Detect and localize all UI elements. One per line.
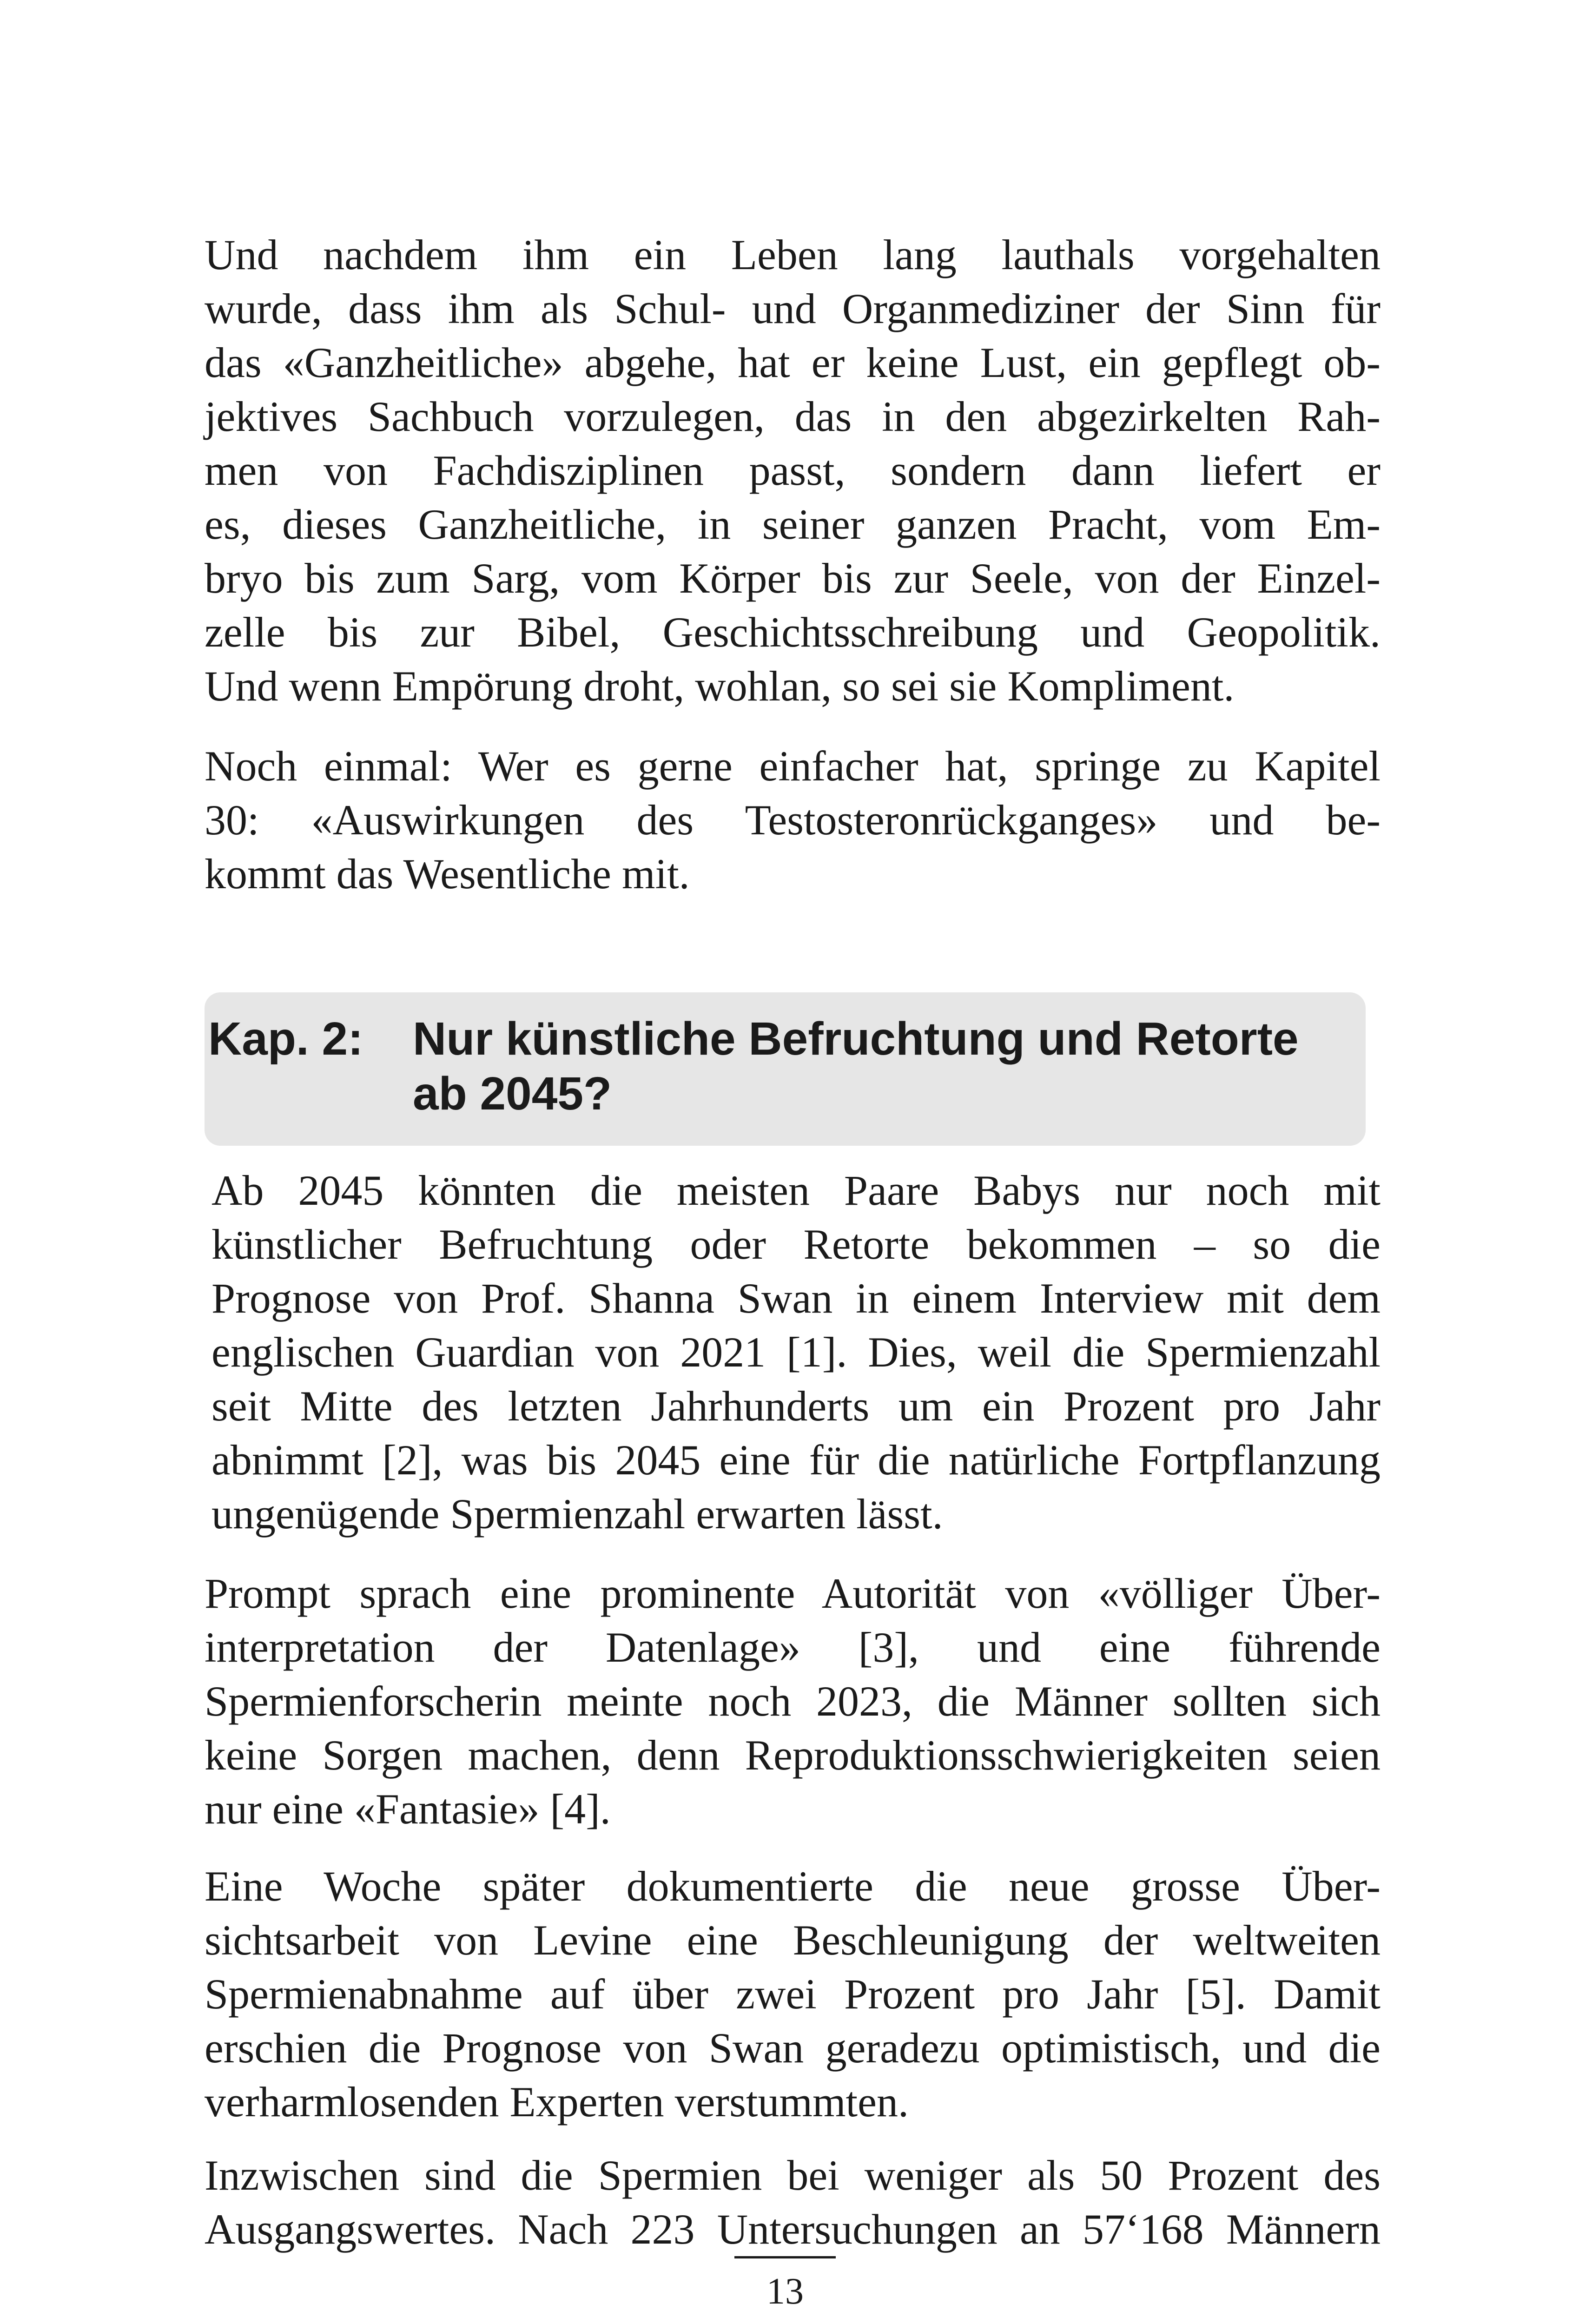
paragraph-6 [205,2148,1381,2256]
text-line: seit Mitte des letzten Jahrhunderts um ein Prozent pro Jahr [211,1382,1381,1430]
text-line: 30: «Auswirkungen des Testosteronrückganges» und be- [205,796,1381,844]
paragraph-1 [205,228,1381,713]
text-line: Spermienforscherin meinte noch 2023, die Männer sollten sich [205,1677,1381,1725]
paragraph-3 [211,1163,1381,1541]
text-line: Eine Woche später dokumentierte die neue grosse Über- [205,1862,1381,1910]
text-line: sichtsarbeit von Levine eine Beschleunigung der weltweiten [205,1916,1381,1964]
chapter-label: Kap. 2: [208,1013,363,1065]
footer-rule [734,2256,836,2258]
paragraph-2 [205,739,1381,901]
chapter-heading-box [205,992,1366,1146]
text-line: Prognose von Prof. Shanna Swan in einem Interview mit dem [211,1274,1381,1322]
page-number: 13 [766,2271,804,2312]
text-line: jektives Sachbuch vorzulegen, das in den abgezirkelten Rah- [205,393,1381,440]
text-line: es, dieses Ganzheitliche, in seiner ganzen Pracht, vom Em- [205,501,1381,548]
chapter-title-line-1: Nur künstliche Befruchtung und Retorte [413,1013,1299,1065]
text-line: kommt das Wesentliche mit. [205,850,690,898]
text-line: wurde, dass ihm als Schul- und Organmediziner der Sinn für [205,285,1381,332]
text-line: Und nachdem ihm ein Leben lang lauthals vorgehalten [205,231,1381,278]
text-line: Inzwischen sind die Spermien bei weniger als 50 Prozent des [205,2152,1381,2199]
text-line: Spermienabnahme auf über zwei Prozent pro Jahr [5]. Damit [205,1970,1381,2018]
text-line: interpretation der Datenlage» [3], und eine führende [205,1624,1381,1671]
text-line: nur eine «Fantasie» [4]. [205,1785,611,1833]
text-line: bryo bis zum Sarg, vom Körper bis zur Seele, von der Einzel- [205,555,1381,602]
text-line: englischen Guardian von 2021 [1]. Dies, weil die Spermienzahl [211,1328,1381,1376]
text-line: men von Fachdisziplinen passt, sondern dann liefert er [205,447,1381,494]
paragraph-5 [205,1859,1381,2129]
chapter-title-line-2: ab 2045? [413,1068,612,1120]
paragraph-4 [205,1566,1381,1836]
text-line: zelle bis zur Bibel, Geschichtsschreibung und Geopolitik. [205,608,1381,656]
text-line: keine Sorgen machen, denn Reproduktionsschwierigkeiten seien [205,1731,1381,1779]
text-line: Prompt sprach eine prominente Autorität von «völliger Über- [205,1570,1381,1617]
text-line: abnimmt [2], was bis 2045 eine für die natürliche Fortpflanzung [211,1436,1381,1484]
text-line: erschien die Prognose von Swan geradezu optimistisch, und die [205,2024,1381,2072]
text-line: Und wenn Empörung droht, wohlan, so sei sie Kompliment. [205,662,1235,710]
text-line: Noch einmal: Wer es gerne einfacher hat, springe zu Kapitel [205,742,1381,790]
text-line: verharmlosenden Experten verstummten. [205,2078,909,2126]
text-line: künstlicher Befruchtung oder Retorte bekommen – so die [211,1221,1381,1268]
text-line: das «Ganzheitliche» abgehe, hat er keine Lust, ein gepflegt ob- [205,339,1381,386]
text-line: ungenügende Spermienzahl erwarten lässt. [211,1490,943,1538]
text-line: Ausgangswertes. Nach 223 Untersuchungen an 57‘168 Männern [205,2205,1381,2253]
text-line: Ab 2045 könnten die meisten Paare Babys nur noch mit [211,1167,1381,1214]
